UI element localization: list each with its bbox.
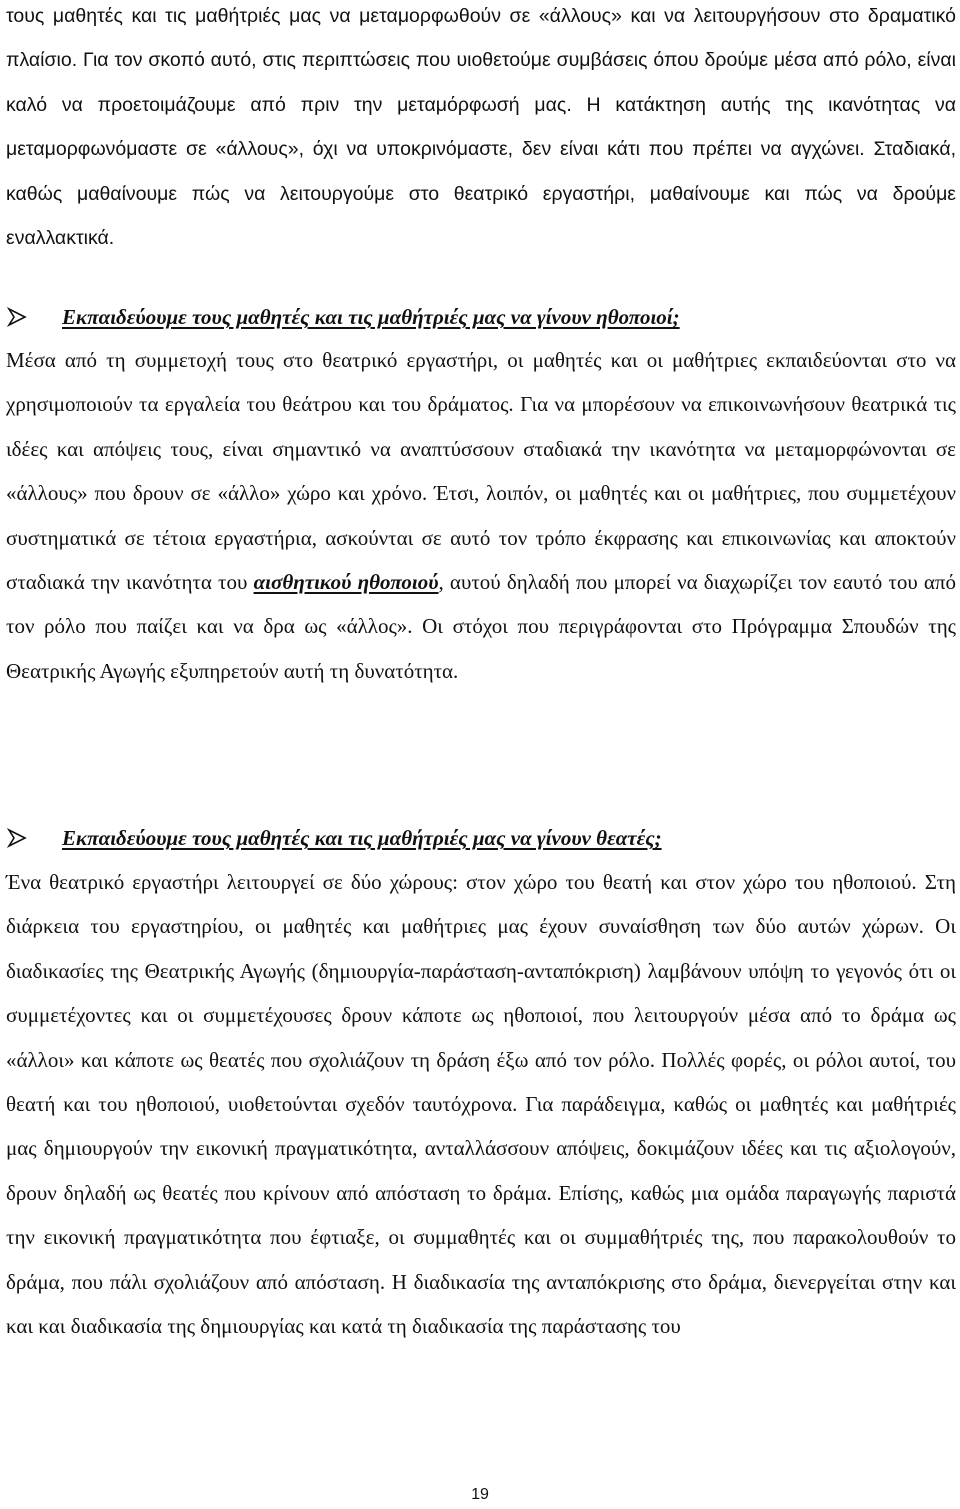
arrowhead-bullet-icon: [6, 302, 30, 332]
actors-emphasis: αισθητικού ηθοποιού: [253, 570, 439, 595]
actors-text-before: Μέσα από τη συμμετοχή τους στο θεατρικό εργαστήρι, οι μαθητές και οι μαθήτριες εκπαιδεύονται στο να χρησιμοποιούν τα εργαλεία του θεάτρου και του δράματος. Για να μπορέσουν να επικοινωνήσουν θεατρικά τις ιδέες και απόψεις τους, είναι σημαντικό να αναπτύσσουν σταδιακά την ικανότητα να μεταμορφώνονται σε «άλλους» που δρουν σε «άλλο» χώρο και χρόνο. Έτσι, λοιπόν, οι μαθητές και οι μαθήτριες, που συμμετέχουν συστηματικά σε τέτοια εργαστήρια, ασκούνται σε αυτό τον τρόπο έκφρασης και επικοινωνίας και αποκτούν σταδιακά την ικανότητα του: [6, 348, 956, 595]
spectators-paragraph: [6, 860, 956, 1348]
actors-paragraph: [6, 338, 956, 693]
section-heading-actors: [62, 302, 942, 332]
actors-text-after: , αυτού δηλαδή που μπορεί να διαχωρίζει τον εαυτό του από τον ρόλο που παίζει και να δρα ως «άλλος». Οι στόχοι που περιγράφονται στο Πρόγραμμα Σπουδών της Θεατρικής Αγωγής εξυπηρετούν αυτή τη δυνατότητα.: [6, 570, 956, 683]
spectators-text: Ένα θεατρικό εργαστήρι λειτουργεί σε δύο χώρους: στον χώρο του θεατή και στον χώρο του ηθοποιού. Στη διάρκεια του εργαστηρίου, οι μαθητές και μαθήτριες μας έχουν συναίσθηση των δύο αυτών χώρων. Οι διαδικασίες της Θεατρικής Αγωγής (δημιουργία-παράσταση-ανταπόκριση) λαμβάνουν υπόψη το γεγονός ότι οι συμμετέχοντες και οι συμμετέχουσες δρουν κάποτε ως ηθοποιοί, που λειτουργούν μέσα από το δράμα ως «άλλοι» και κάποτε ως θεατές που σχολιάζουν τη δράση έξω από τον ρόλο. Πολλές φορές, οι ρόλοι αυτοί, του θεατή και του ηθοποιού, υιοθετούνται σχεδόν ταυτόχρονα. Για παράδειγμα, καθώς οι μαθητές και μαθήτριές μας δημιουργούν την εικονική πραγματικότητα, ανταλλάσσουν απόψεις, δοκιμάζουν ιδέες και τις αξιολογούν, δρουν δηλαδή ως θεατές που κρίνουν από απόσταση το δράμα. Επίσης, καθώς μια ομάδα παραγωγής παριστά την εικονική πραγματικότητα που έφτιαξε, οι συμμαθητές και οι συμμαθήτριές της, που παρακολουθούν το δράμα, που πάλι σχολιάζουν από απόσταση. Η διαδικασία της ανταπόκρισης στο δράμα, διενεργείται στην και και και διαδικασία της δημιουργίας και κατά τη διαδικασία της παράστασης του: [6, 870, 956, 1339]
intro-paragraph: [6, 0, 956, 260]
section-heading-actors-text: Εκπαιδεύουμε τους μαθητές και τις μαθήτριές μας να γίνουν ηθοποιοί;: [62, 305, 680, 329]
page-number: 19: [471, 1486, 489, 1503]
section-heading-spectators: [62, 823, 942, 853]
intro-part-2: Η κατάκτηση αυτής της ικανότητας να μεταμορφωνόμαστε σε «άλλους», όχι να υποκρινόμαστε, δεν είναι κάτι που πρέπει να αγχώνει.: [6, 93, 956, 161]
arrowhead-bullet-icon: [6, 823, 30, 853]
intro-part-1: τους μαθητές και τις μαθήτριές μας να μεταμορφωθούν σε «άλλους» και να λειτουργήσουν στο δραματικό πλαίσιο. Για τον σκοπό αυτό, στις περιπτώσεις που υιοθετούμε συμβάσεις όπου δρούμε μέσα από ρόλο, είναι καλό να προετοιμάζουμε από πριν την μεταμόρφωσή μας.: [6, 5, 956, 116]
intro-part-3: Σταδιακά, καθώς μαθαίνουμε πώς να λειτουργούμε στο θεατρικό εργαστήρι, μαθαίνουμε και πώς να δρούμε εναλλακτικά.: [6, 138, 957, 250]
section-heading-spectators-text: Εκπαιδεύουμε τους μαθητές και τις μαθήτριές μας να γίνουν θεατές;: [62, 826, 662, 850]
